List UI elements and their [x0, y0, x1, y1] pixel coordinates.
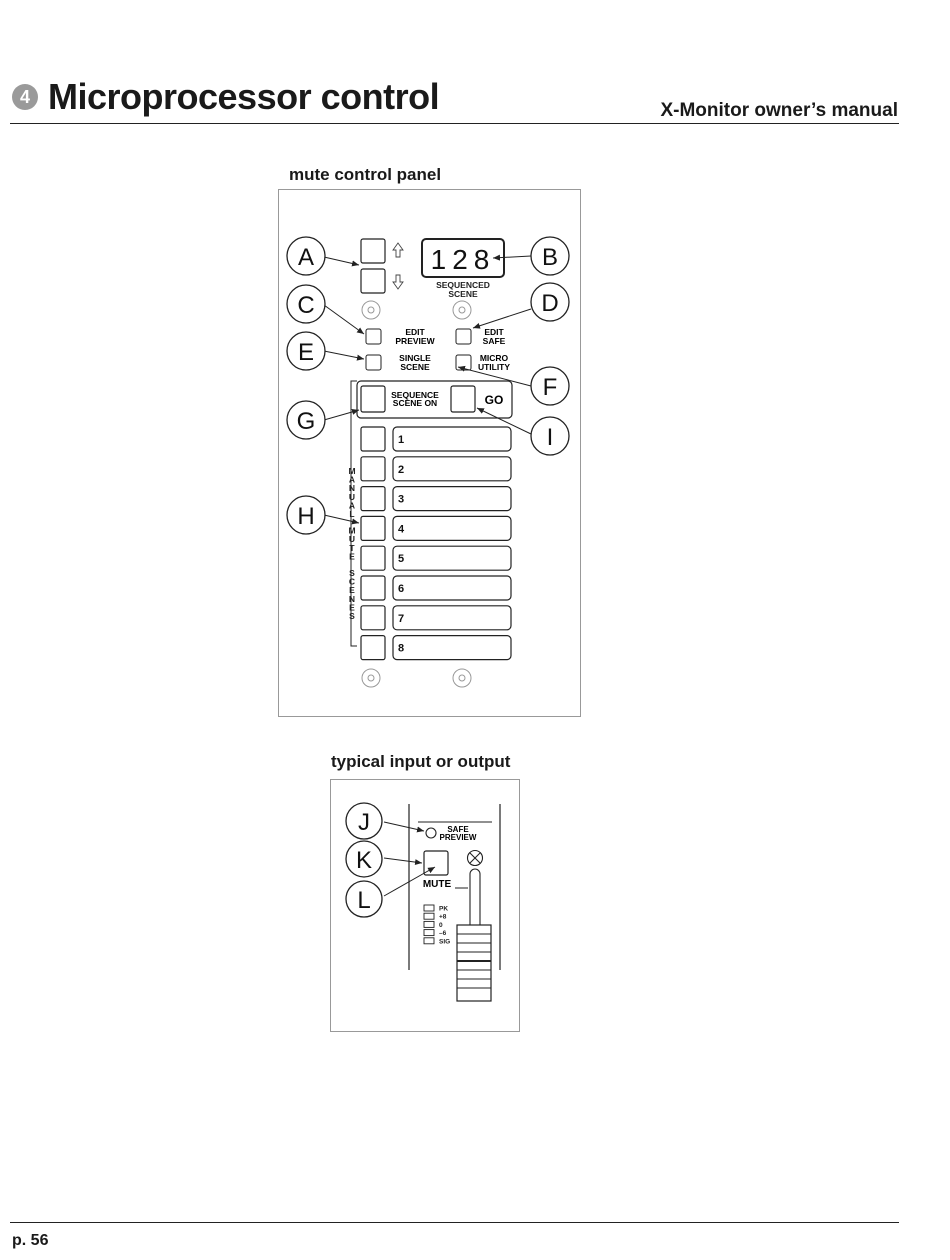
- meter-segment: [424, 921, 443, 929]
- svg-text:E: E: [349, 585, 355, 596]
- scene-number: 2: [398, 463, 405, 476]
- single-scene-label-1: SINGLE: [399, 353, 431, 363]
- micro-utility-label-1: MICRO: [479, 353, 509, 363]
- scene-number: 8: [398, 642, 405, 655]
- manual-title: X-Monitor owner’s manual: [660, 100, 898, 121]
- edit-safe-label-2: SAFE: [482, 336, 506, 346]
- meter-label: SIG: [439, 938, 451, 946]
- safe-preview-label-2: PREVIEW: [439, 833, 477, 842]
- callout-j: [346, 803, 382, 839]
- meter-label: +8: [439, 913, 447, 921]
- safe-preview-label-1: SAFE: [447, 825, 469, 834]
- svg-text:N: N: [348, 593, 356, 604]
- mute-label: MUTE: [422, 879, 452, 890]
- sequenced-label-2: SCENE: [448, 289, 478, 299]
- footer-rule: [10, 1222, 899, 1223]
- svg-text:L: L: [349, 509, 355, 519]
- svg-text:A: A: [348, 474, 356, 485]
- edit-safe-label-1: EDIT: [484, 327, 504, 337]
- meter-label: PK: [439, 905, 449, 913]
- svg-text:A: A: [297, 244, 315, 271]
- edit-preview-label-1: EDIT: [405, 327, 425, 337]
- svg-text:F: F: [542, 374, 558, 401]
- close-icon: [468, 851, 483, 866]
- sequenced-label-1: SEQUENCED: [436, 280, 490, 290]
- meter-segment: [424, 905, 448, 913]
- meter-segment: [424, 930, 447, 938]
- go-label: GO: [484, 393, 504, 407]
- edit-preview-label-2: PREVIEW: [395, 336, 435, 346]
- meter-segment: [424, 938, 450, 946]
- page-title: Microprocessor control: [48, 76, 440, 117]
- svg-text:B: B: [541, 244, 559, 271]
- meter-label: –6: [439, 930, 447, 938]
- mute-panel-caption: mute control panel: [289, 165, 442, 184]
- svg-text:S: S: [349, 568, 355, 578]
- sequence-label-1: SEQUENCE: [391, 390, 439, 400]
- page-number: p. 56: [12, 1232, 49, 1249]
- scene-display-value: 128: [430, 244, 496, 275]
- scene-number: 7: [398, 612, 405, 625]
- svg-text:E: E: [297, 339, 315, 366]
- sequence-label-2: SCENE ON: [392, 398, 438, 408]
- svg-text:M: M: [348, 466, 356, 476]
- scene-number: 5: [398, 553, 405, 566]
- svg-text:D: D: [541, 290, 559, 317]
- io-panel-caption: typical input or output: [331, 752, 511, 771]
- svg-text:M: M: [348, 525, 356, 536]
- safe-preview-led: [426, 828, 436, 838]
- callout-k: [346, 841, 382, 877]
- svg-text:A: A: [348, 500, 356, 511]
- fader-cap[interactable]: [457, 925, 491, 1001]
- single-scene-label-2: SCENE: [400, 362, 430, 372]
- meter-segment: [424, 913, 447, 921]
- svg-text:C: C: [348, 576, 356, 587]
- svg-text:K: K: [355, 847, 373, 874]
- svg-text:E: E: [349, 551, 355, 562]
- scene-number: 3: [398, 493, 405, 506]
- svg-text:S: S: [349, 611, 355, 621]
- svg-text:U: U: [348, 491, 356, 502]
- svg-text:L: L: [357, 887, 371, 914]
- micro-utility-label-2: UTILITY: [477, 362, 511, 372]
- meter-label: 0: [439, 921, 443, 929]
- svg-text:T: T: [349, 542, 355, 553]
- scene-number: 1: [398, 434, 405, 446]
- svg-text:N: N: [348, 483, 356, 494]
- scene-number: 6: [398, 583, 405, 595]
- svg-text:J: J: [358, 809, 370, 836]
- chapter-number-badge: 4: [12, 84, 38, 110]
- svg-text:U: U: [348, 534, 356, 545]
- svg-text:I: I: [546, 424, 554, 451]
- svg-text:H: H: [297, 503, 315, 530]
- callout-l: [346, 881, 382, 917]
- svg-text:G: G: [296, 408, 316, 435]
- svg-text:E: E: [349, 602, 355, 613]
- svg-text:C: C: [297, 292, 315, 319]
- scene-number: 4: [398, 523, 405, 536]
